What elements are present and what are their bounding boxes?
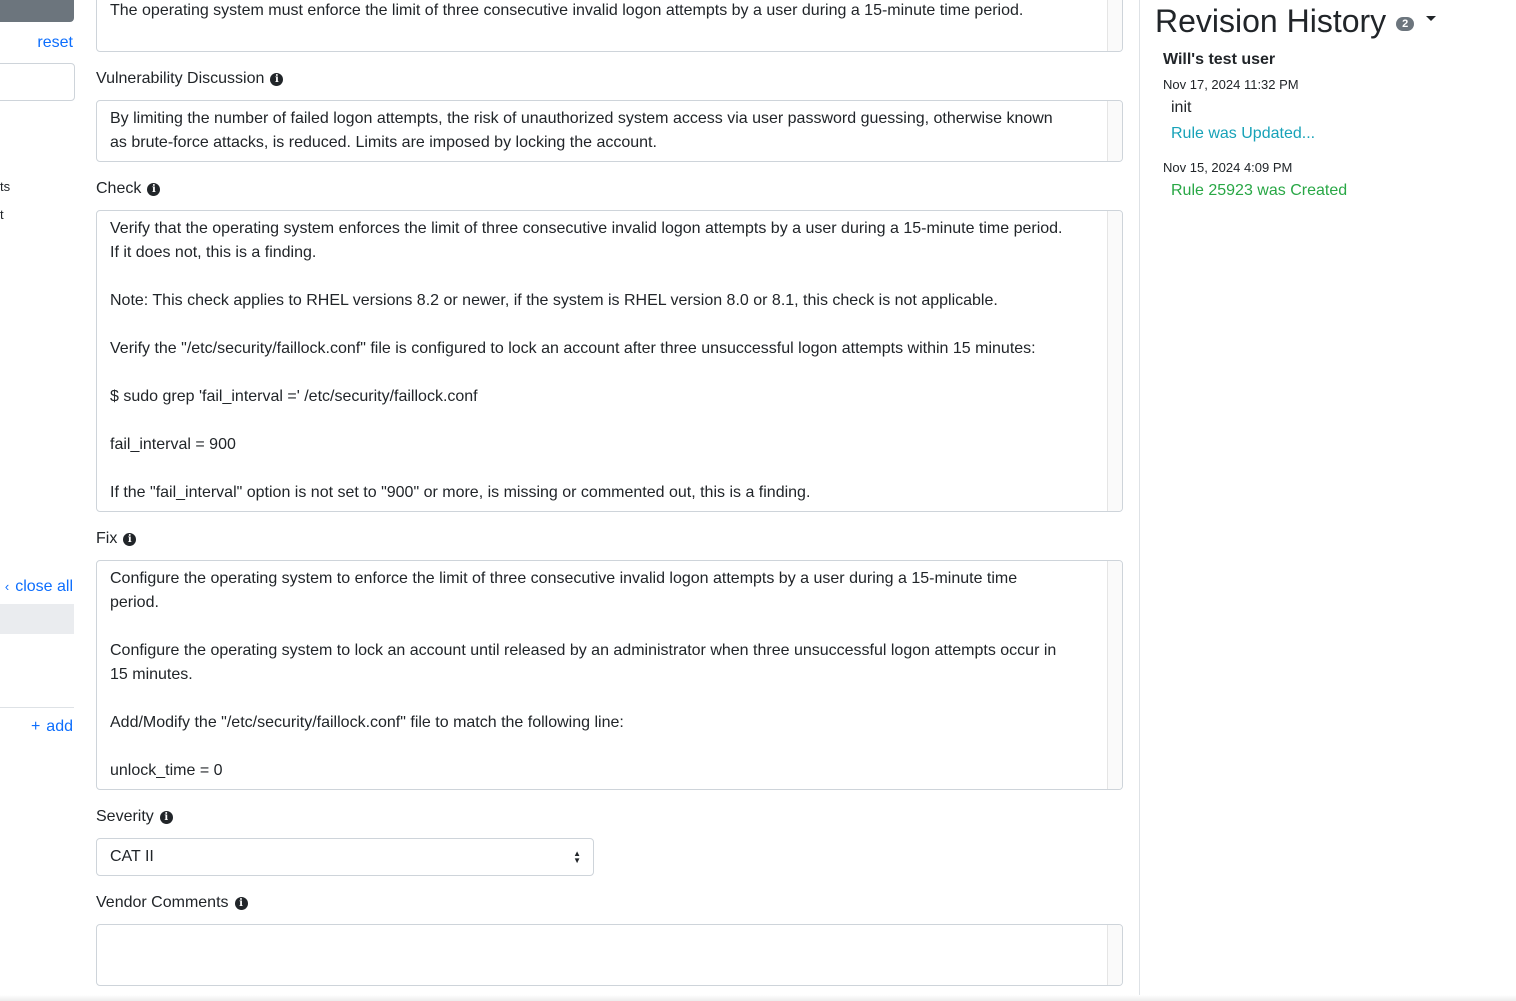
label-text: Check xyxy=(96,180,142,197)
textarea-line: If it does not, this is a finding. xyxy=(110,244,317,261)
info-icon[interactable]: i xyxy=(270,73,283,86)
textarea-line: Configure the operating system to enforce the limit of three consecutive invalid logon attempts by a user during a 15-minute time xyxy=(110,570,1018,587)
textarea-line xyxy=(110,735,1092,759)
scrollbar[interactable] xyxy=(1107,0,1122,51)
severity-selected-value: CAT II xyxy=(110,848,154,865)
rule-updated-link[interactable]: Rule was Updated... xyxy=(1171,125,1316,142)
plus-icon: + xyxy=(30,718,41,735)
select-arrows-icon: ▲ ▼ xyxy=(573,849,581,865)
rule-created-link[interactable]: Rule 25923 was Created xyxy=(1171,182,1348,199)
revision-history-panel xyxy=(1139,0,1516,1001)
severity-label xyxy=(96,808,173,826)
textarea-line xyxy=(110,687,1092,711)
close-all-link[interactable] xyxy=(5,578,73,596)
vuln-discussion-label xyxy=(96,70,283,88)
textarea-line xyxy=(110,457,1092,481)
textarea-line: unlock_time = 0 xyxy=(110,762,223,779)
scrollbar[interactable] xyxy=(1107,561,1122,789)
textarea-line: Verify that the operating system enforces the limit of three consecutive invalid logon attempts by a user during a 15-minute time period. xyxy=(110,220,1063,237)
left-sidebar xyxy=(0,0,74,1001)
textarea-line: The operating system must enforce the limit of three consecutive invalid logon attempts by a user during a 15-minute time period. xyxy=(110,2,1024,19)
check-textarea[interactable] xyxy=(96,210,1123,512)
sidebar-text-fragment: ts xyxy=(0,179,11,194)
vendor-comments-label xyxy=(96,894,248,912)
info-icon[interactable]: i xyxy=(235,897,248,910)
revision-date: Nov 15, 2024 4:09 PM xyxy=(1163,160,1293,175)
sidebar-divider xyxy=(0,707,74,708)
label-text: Vulnerability Discussion xyxy=(96,70,265,87)
info-icon[interactable]: i xyxy=(160,811,173,824)
sidebar-filter-input[interactable] xyxy=(0,63,75,101)
check-label xyxy=(96,180,160,198)
close-all-label: close all xyxy=(15,578,73,595)
label-text: Severity xyxy=(96,808,154,825)
revision-history-title: Revision History xyxy=(1155,3,1387,39)
label-text: Fix xyxy=(96,530,118,547)
textarea-line xyxy=(110,409,1092,433)
add-link[interactable] xyxy=(31,718,73,736)
textarea-line: Verify the "/etc/security/faillock.conf" file is configured to lock an account after three unsuccessful logon attempts within 15 minutes: xyxy=(110,340,1036,357)
textarea-line: as brute-force attacks, is reduced. Limits are imposed by locking the account. xyxy=(110,134,657,151)
reset-link[interactable]: reset xyxy=(37,34,73,51)
revision-count-badge: 2 xyxy=(1396,17,1414,31)
sidebar-selected-item[interactable] xyxy=(0,604,74,634)
textarea-line: period. xyxy=(110,594,159,611)
chevron-left-icon: ‹ xyxy=(4,579,10,594)
textarea-line xyxy=(110,615,1092,639)
scrollbar[interactable] xyxy=(1107,925,1122,985)
textarea-line: Add/Modify the "/etc/security/faillock.conf" file to match the following line: xyxy=(110,714,624,731)
caret-down-icon[interactable] xyxy=(1426,16,1436,21)
textarea-line xyxy=(110,265,1092,289)
revision-user: Will's test user xyxy=(1163,51,1276,68)
window-bottom-edge xyxy=(0,995,1516,1001)
textarea-line xyxy=(110,313,1092,337)
textarea-line: By limiting the number of failed logon attempts, the risk of unauthorized system access via user password guessing, otherwise known xyxy=(110,110,1053,127)
scrollbar[interactable] xyxy=(1107,211,1122,511)
textarea-line: 15 minutes. xyxy=(110,666,193,683)
title-textarea[interactable] xyxy=(96,0,1123,52)
sidebar-text-fragment: t xyxy=(0,207,4,222)
textarea-line: Configure the operating system to lock an account until released by an administrator when three unsuccessful logon attempts occur in xyxy=(110,642,1057,659)
textarea-line xyxy=(110,361,1092,385)
fix-textarea[interactable] xyxy=(96,560,1123,790)
scrollbar[interactable] xyxy=(1107,101,1122,161)
textarea-line: fail_interval = 900 xyxy=(110,436,236,453)
add-label: add xyxy=(46,718,73,735)
severity-select[interactable] xyxy=(96,838,594,876)
textarea-line: $ sudo grep 'fail_interval =' /etc/security/faillock.conf xyxy=(110,388,478,405)
info-icon[interactable]: i xyxy=(147,183,160,196)
revision-history-header[interactable] xyxy=(1155,3,1436,40)
info-icon[interactable]: i xyxy=(123,533,136,546)
fix-label xyxy=(96,530,136,548)
revision-date: Nov 17, 2024 11:32 PM xyxy=(1163,77,1299,92)
revision-comment: init xyxy=(1171,99,1192,116)
vuln-discussion-textarea[interactable] xyxy=(96,100,1123,162)
textarea-line: If the "fail_interval" option is not set to "900" or more, is missing or commented out, this is a finding. xyxy=(110,484,811,501)
vendor-comments-textarea[interactable] xyxy=(96,924,1123,986)
label-text: Vendor Comments xyxy=(96,894,229,911)
sidebar-top-button[interactable] xyxy=(0,0,74,22)
textarea-line: Note: This check applies to RHEL versions 8.2 or newer, if the system is RHEL version 8.0 or 8.1, this check is not applicable. xyxy=(110,292,998,309)
